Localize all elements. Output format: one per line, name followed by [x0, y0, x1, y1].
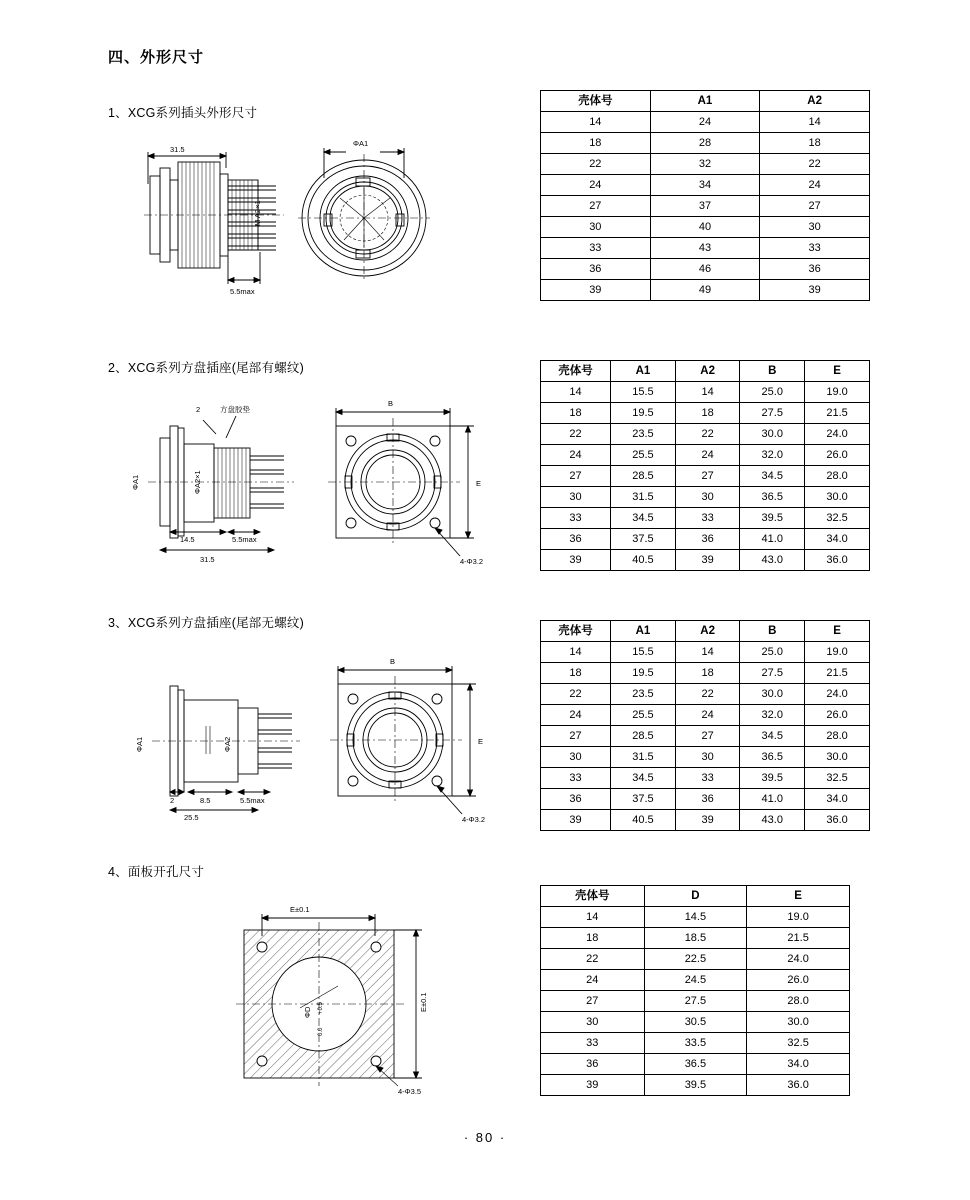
th-shell: 壳体号	[541, 91, 651, 112]
table-row	[541, 1075, 850, 1096]
cell: 39	[541, 810, 611, 831]
cell: 18	[675, 403, 739, 424]
cell: 28.0	[805, 466, 870, 487]
cell: 39	[541, 280, 651, 301]
cell: 24	[541, 970, 645, 991]
cell: 24.5	[644, 970, 747, 991]
cell: 36.5	[740, 487, 805, 508]
cell: 34.0	[805, 529, 870, 550]
cell: 33	[541, 508, 611, 529]
cell: 25.0	[740, 382, 805, 403]
table-row	[541, 466, 870, 487]
cell: 34.5	[611, 768, 676, 789]
cell: 36.5	[644, 1054, 747, 1075]
cell: 49	[650, 280, 760, 301]
cell: 22	[541, 949, 645, 970]
table-row	[541, 789, 870, 810]
cell: 36	[760, 259, 870, 280]
cell: 37	[650, 196, 760, 217]
cell: 28	[650, 133, 760, 154]
cell: 24.0	[747, 949, 850, 970]
cell: 36.0	[805, 550, 870, 571]
cell: 21.5	[805, 403, 870, 424]
cell: 30	[675, 747, 739, 768]
cell: 36	[541, 789, 611, 810]
svg-text:E: E	[476, 479, 482, 488]
svg-text:ΦA2: ΦA2	[223, 736, 232, 752]
table-row	[541, 550, 870, 571]
svg-text:M A2×1: M A2×1	[253, 200, 262, 226]
cell: 33	[675, 768, 739, 789]
cell: 46	[650, 259, 760, 280]
cell: 30	[675, 487, 739, 508]
th-e: E	[805, 361, 870, 382]
cell: 24	[650, 112, 760, 133]
cell: 33	[675, 508, 739, 529]
cell: 39	[760, 280, 870, 301]
cell: 27	[675, 466, 739, 487]
th-d: D	[644, 886, 747, 907]
cell: 27	[541, 726, 611, 747]
svg-text:ΦA1: ΦA1	[131, 474, 140, 490]
cell: 36	[541, 259, 651, 280]
th-shell: 壳体号	[541, 621, 611, 642]
table-row	[541, 684, 870, 705]
svg-text:ΦD: ΦD	[303, 1006, 312, 1018]
cell: 32.5	[805, 508, 870, 529]
svg-text:ΦA2×1: ΦA2×1	[193, 470, 202, 494]
th-a2: A2	[760, 91, 870, 112]
th-a1: A1	[650, 91, 760, 112]
cell: 32.5	[747, 1033, 850, 1054]
cell: 40	[650, 217, 760, 238]
cell: 34	[650, 175, 760, 196]
cell: 30.0	[740, 684, 805, 705]
cell: 22	[760, 154, 870, 175]
table-row	[541, 382, 870, 403]
cell: 43	[650, 238, 760, 259]
cell: 30.5	[644, 1012, 747, 1033]
cell: 19.0	[805, 642, 870, 663]
subsection-title-1: 1、XCG系列插头外形尺寸	[108, 106, 258, 120]
th-b: B	[740, 621, 805, 642]
cell: 28.0	[747, 991, 850, 1012]
cell: 18	[675, 663, 739, 684]
cell: 27	[541, 196, 651, 217]
cell: 18	[760, 133, 870, 154]
cell: 41.0	[740, 529, 805, 550]
table-header-row	[541, 886, 850, 907]
svg-text:14.5: 14.5	[180, 535, 195, 544]
subsection-title-2: 2、XCG系列方盘插座(尾部有螺纹)	[108, 361, 304, 375]
cell: 39	[675, 550, 739, 571]
table-row	[541, 663, 870, 684]
table-header-row	[541, 361, 870, 382]
drawing-square-flange-threaded	[108, 390, 528, 570]
cell: 30.0	[805, 487, 870, 508]
cell: 27.5	[644, 991, 747, 1012]
table-row	[541, 1033, 850, 1054]
drawing-square-flange-unthreaded	[108, 648, 528, 828]
cell: 31.5	[611, 747, 676, 768]
cell: 24	[675, 705, 739, 726]
subsection-title-4: 4、面板开孔尺寸	[108, 865, 205, 879]
cell: 19.0	[747, 907, 850, 928]
table-row	[541, 133, 870, 154]
cell: 28.5	[611, 466, 676, 487]
svg-text:ΦA1: ΦA1	[353, 139, 369, 148]
cell: 24.0	[805, 424, 870, 445]
cell: 30	[541, 217, 651, 238]
cell: 21.5	[747, 928, 850, 949]
table-row	[541, 642, 870, 663]
cell: 22	[675, 424, 739, 445]
cell: 14	[541, 112, 651, 133]
subsection-title-3: 3、XCG系列方盘插座(尾部无螺纹)	[108, 616, 304, 630]
th-a1: A1	[611, 361, 676, 382]
cell: 36	[541, 529, 611, 550]
table-row	[541, 508, 870, 529]
table-row	[541, 1012, 850, 1033]
cell: 40.5	[611, 810, 676, 831]
cell: 33	[541, 238, 651, 259]
table-row	[541, 1054, 850, 1075]
cell: 14	[675, 642, 739, 663]
cell: 27	[541, 991, 645, 1012]
table-row	[541, 726, 870, 747]
cell: 33.5	[644, 1033, 747, 1054]
cell: 34.5	[740, 466, 805, 487]
cell: 37.5	[611, 529, 676, 550]
table-row	[541, 196, 870, 217]
cell: 30	[541, 1012, 645, 1033]
svg-text:4-Φ3.2: 4-Φ3.2	[460, 557, 484, 566]
cell: 32	[650, 154, 760, 175]
cell: 33	[541, 768, 611, 789]
cell: 30	[541, 747, 611, 768]
svg-text:31.5: 31.5	[170, 145, 185, 154]
cell: 27.5	[740, 403, 805, 424]
th-shell: 壳体号	[541, 886, 645, 907]
table-row	[541, 487, 870, 508]
cell: 27	[541, 466, 611, 487]
cell: 22.5	[644, 949, 747, 970]
table-row	[541, 907, 850, 928]
th-e: E	[805, 621, 870, 642]
cell: 41.0	[740, 789, 805, 810]
th-b: B	[740, 361, 805, 382]
svg-text:B: B	[390, 657, 396, 666]
cell: 36.0	[747, 1075, 850, 1096]
cell: 24	[675, 445, 739, 466]
cell: 26.0	[805, 445, 870, 466]
table-row	[541, 768, 870, 789]
cell: 30.0	[805, 747, 870, 768]
svg-text:E±0.1: E±0.1	[419, 992, 428, 1012]
cell: 36.0	[805, 810, 870, 831]
cell: 34.5	[611, 508, 676, 529]
cell: 26.0	[805, 705, 870, 726]
drawing-panel-cutout	[230, 890, 490, 1100]
cell: 14	[541, 382, 611, 403]
svg-text:25.5: 25.5	[184, 813, 199, 822]
svg-text:方盘胶垫: 方盘胶垫	[220, 405, 250, 414]
cell: 30	[760, 217, 870, 238]
cell: 14	[541, 642, 611, 663]
th-shell: 壳体号	[541, 361, 611, 382]
cell: 22	[541, 684, 611, 705]
cell: 21.5	[805, 663, 870, 684]
cell: 39.5	[740, 508, 805, 529]
cell: 39.5	[740, 768, 805, 789]
table-flange-unthreaded-dimensions	[540, 620, 870, 831]
cell: 18	[541, 928, 645, 949]
svg-text:ΦA1: ΦA1	[135, 736, 144, 752]
table-row	[541, 112, 870, 133]
cell: 27.5	[740, 663, 805, 684]
cell: 19.0	[805, 382, 870, 403]
cell: 14	[675, 382, 739, 403]
cell: 22	[675, 684, 739, 705]
cell: 30.0	[747, 1012, 850, 1033]
page-title: 四、外形尺寸	[108, 49, 205, 66]
cell: 15.5	[611, 382, 676, 403]
th-a2: A2	[675, 361, 739, 382]
svg-text:5.5max: 5.5max	[230, 287, 255, 296]
cell: 25.5	[611, 705, 676, 726]
table-row	[541, 217, 870, 238]
table-row	[541, 238, 870, 259]
cell: 30.0	[740, 424, 805, 445]
cell: 32.0	[740, 445, 805, 466]
cell: 25.0	[740, 642, 805, 663]
cell: 34.5	[740, 726, 805, 747]
cell: 14	[541, 907, 645, 928]
cell: 14.5	[644, 907, 747, 928]
cell: 36	[541, 1054, 645, 1075]
cell: 43.0	[740, 550, 805, 571]
cell: 18	[541, 133, 651, 154]
svg-text:4-Φ3.2: 4-Φ3.2	[462, 815, 486, 824]
cell: 24	[541, 445, 611, 466]
cell: 24	[760, 175, 870, 196]
table-row	[541, 403, 870, 424]
svg-text:2: 2	[196, 405, 201, 414]
th-e: E	[747, 886, 850, 907]
cell: 26.0	[747, 970, 850, 991]
cell: 27	[675, 726, 739, 747]
cell: 18	[541, 663, 611, 684]
cell: 34.0	[747, 1054, 850, 1075]
cell: 34.0	[805, 789, 870, 810]
svg-text:E±0.1: E±0.1	[290, 905, 310, 914]
table-header-row	[541, 91, 870, 112]
svg-text:B: B	[388, 399, 394, 408]
cell: 22	[541, 424, 611, 445]
cell: 27	[760, 196, 870, 217]
table-row	[541, 810, 870, 831]
table-row	[541, 705, 870, 726]
table-row	[541, 259, 870, 280]
cell: 28.5	[611, 726, 676, 747]
cell: 39	[541, 1075, 645, 1096]
cell: 39.5	[644, 1075, 747, 1096]
svg-text:4-Φ3.5: 4-Φ3.5	[398, 1087, 422, 1096]
table-row	[541, 928, 850, 949]
cell: 40.5	[611, 550, 676, 571]
cell: 18.5	[644, 928, 747, 949]
table-row	[541, 949, 850, 970]
svg-text:31.5: 31.5	[200, 555, 215, 564]
cell: 24.0	[805, 684, 870, 705]
cell: 36	[675, 789, 739, 810]
cell: 18	[541, 403, 611, 424]
svg-text:+0.5: +0.5	[318, 1002, 324, 1014]
svg-text:5.5max: 5.5max	[240, 796, 265, 805]
table-row	[541, 280, 870, 301]
svg-text:2: 2	[170, 796, 175, 805]
cell: 14	[760, 112, 870, 133]
cell: 31.5	[611, 487, 676, 508]
svg-text:8.5: 8.5	[200, 796, 211, 805]
cell: 23.5	[611, 684, 676, 705]
cell: 43.0	[740, 810, 805, 831]
cell: 32.0	[740, 705, 805, 726]
cell: 28.0	[805, 726, 870, 747]
table-header-row	[541, 621, 870, 642]
cell: 22	[541, 154, 651, 175]
cell: 25.5	[611, 445, 676, 466]
table-panel-cutout-dimensions	[540, 885, 850, 1096]
svg-text:5.5max: 5.5max	[232, 535, 257, 544]
th-a1: A1	[611, 621, 676, 642]
cell: 32.5	[805, 768, 870, 789]
table-plug-dimensions	[540, 90, 870, 301]
table-row	[541, 424, 870, 445]
table-row	[541, 747, 870, 768]
cell: 19.5	[611, 663, 676, 684]
table-row	[541, 991, 850, 1012]
table-row	[541, 445, 870, 466]
cell: 19.5	[611, 403, 676, 424]
cell: 33	[760, 238, 870, 259]
cell: 36.5	[740, 747, 805, 768]
cell: 23.5	[611, 424, 676, 445]
drawing-plug-outline	[108, 128, 528, 318]
svg-text:E: E	[478, 737, 484, 746]
cell: 39	[675, 810, 739, 831]
table-row	[541, 175, 870, 196]
th-a2: A2	[675, 621, 739, 642]
table-row	[541, 154, 870, 175]
cell: 24	[541, 705, 611, 726]
table-flange-threaded-dimensions	[540, 360, 870, 571]
table-row	[541, 970, 850, 991]
cell: 15.5	[611, 642, 676, 663]
table-row	[541, 529, 870, 550]
page-number: · 80 ·	[463, 1130, 507, 1145]
cell: 30	[541, 487, 611, 508]
svg-text:0.0: 0.0	[318, 1027, 324, 1036]
cell: 37.5	[611, 789, 676, 810]
cell: 33	[541, 1033, 645, 1054]
cell: 39	[541, 550, 611, 571]
cell: 36	[675, 529, 739, 550]
cell: 24	[541, 175, 651, 196]
